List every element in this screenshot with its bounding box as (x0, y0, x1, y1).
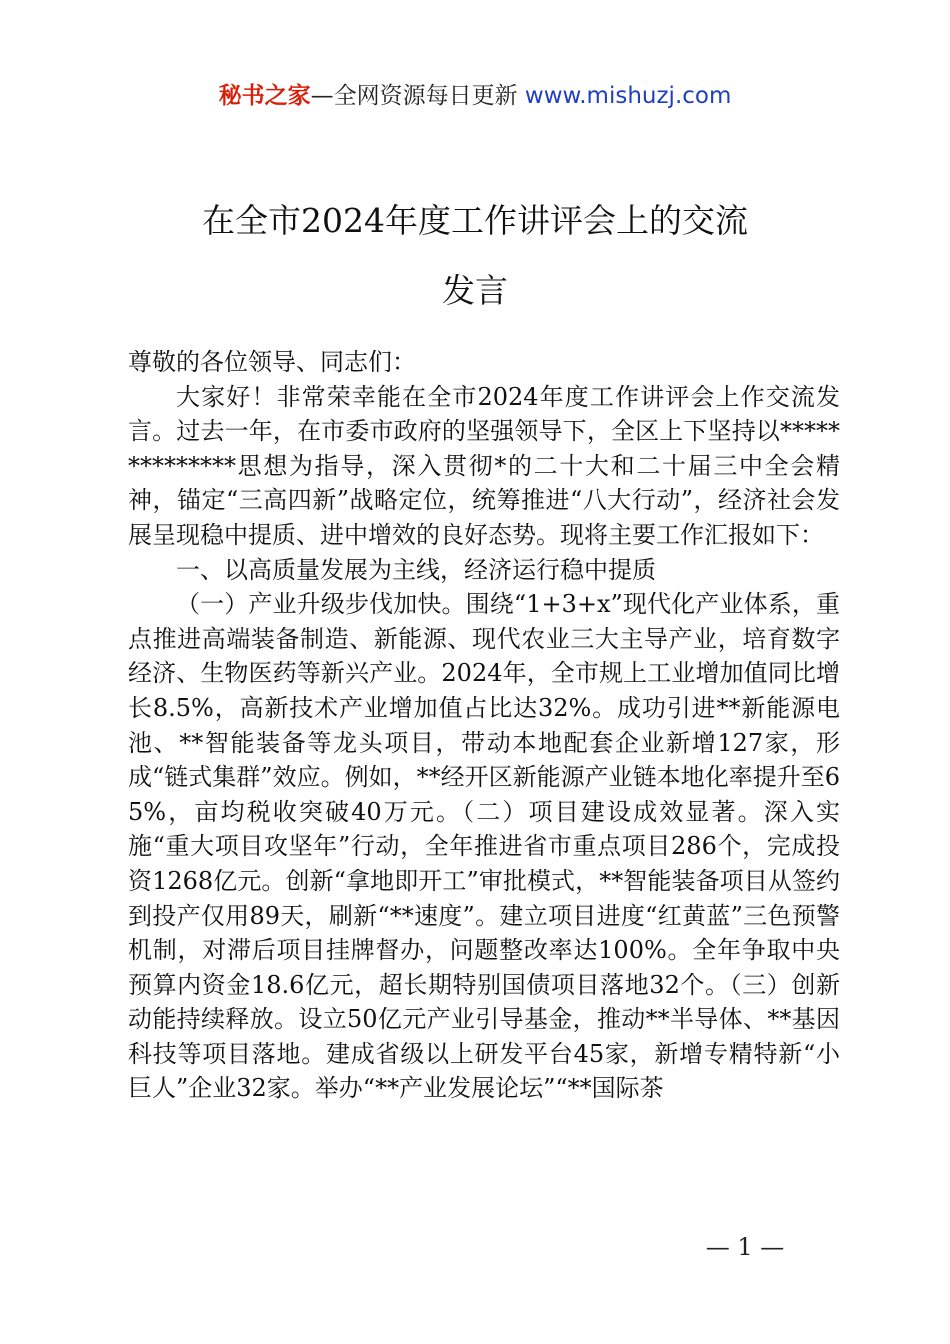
section-heading: 一、以高质量发展为主线，经济运行稳中提质 (176, 555, 656, 584)
banner-tagline: —全网资源每日更新 (310, 83, 525, 109)
site-banner (0, 80, 950, 112)
title-line-2: 发言 (442, 271, 508, 310)
banner-brand: 秘书之家 (218, 83, 311, 109)
document-title (150, 186, 800, 326)
banner-url-link[interactable]: www.mishuzj.com (524, 83, 732, 109)
salutation: 尊敬的各位领导、同志们： (128, 348, 416, 376)
paragraph-section-1: （一）产业升级步伐加快。围绕“1+3+x”现代化产业体系，重点推进高端装备制造、新能源、现代农业三大主导产业，培育数字经济、生物医药等新兴产业。2024年，全市规上工业增加值同比增长8.5%，高新技术产业增加值占比达32%。成功引进**新能源电池、**智能装备等龙头项目，带动本地配套企业新增127家，形成“链式集群”效应。例如，**经开区新能源产业链本地化率提升至65%，亩均税收突破40万元。（二）项目建设成效显著。深入实施“重大项目攻坚年”行动，全年推进省市重点项目286个，完成投资1268亿元。创新“拿地即开工”审批模式，**智能装备项目从签约到投产仅用89天，刷新“**速度”。建立项目进度“红黄蓝”三色预警机制，对滞后项目挂牌督办，问题整改率达100%。全年争取中央预算内资金18.6亿元，超长期特别国债项目落地32个。（三）创新动能持续释放。设立50亿元产业引导基金，推动**半导体、**基因科技等项目落地。建成省级以上研发平台45家，新增专精特新“小巨人”企业32家。举办“**产业发展论坛”“**国际茶 (128, 590, 840, 1103)
paragraph-intro: 大家好！非常荣幸能在全市2024年度工作讲评会上作交流发言。过去一年，在市委市政府的坚强领导下，全区上下坚持以**************思想为指导，深入贯彻*的二十大和二十届三中全会精神，锚定“三高四新”战略定位，统筹推进“八大行动”，经济社会发展呈现稳中提质、进中增效的良好态势。现将主要工作汇报如下： (128, 382, 840, 549)
title-line-1: 在全市2024年度工作讲评会上的交流 (202, 201, 748, 240)
page-number: — 1 — (705, 1233, 785, 1261)
document-body (128, 345, 840, 1106)
